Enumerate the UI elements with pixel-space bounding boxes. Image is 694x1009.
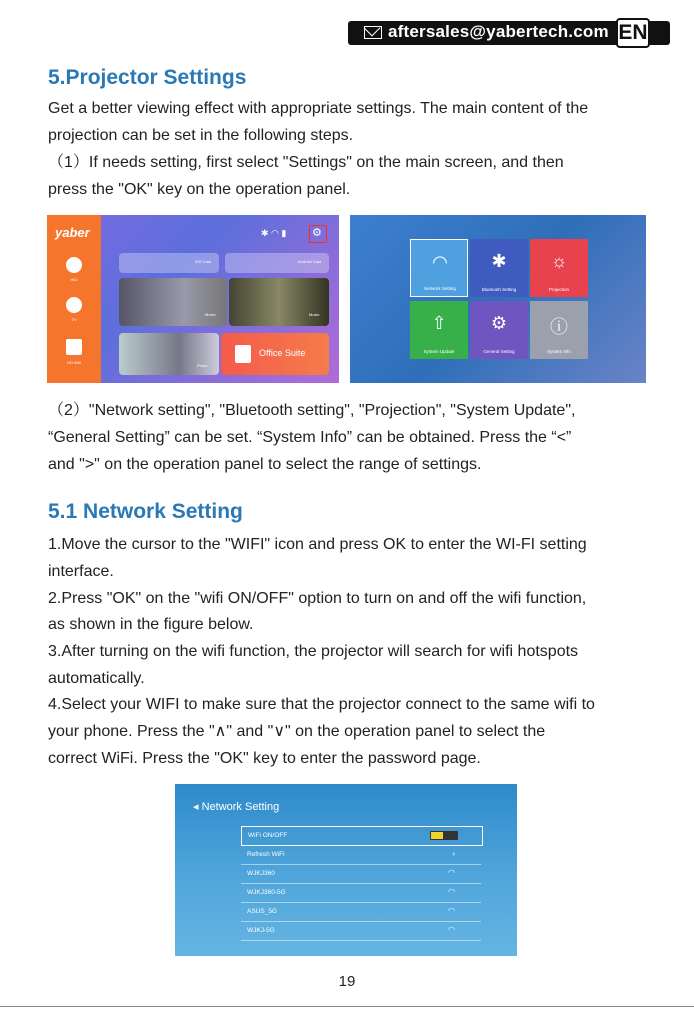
intro-line-2: projection can be set in the following steps. [48, 127, 354, 144]
wifi-network-row[interactable]: WJKJ360 ◠ [241, 865, 481, 884]
page-number: 19 [338, 973, 356, 990]
step1-line-1: （1）If needs setting, first select "Settings" on the main screen, and then [48, 154, 564, 171]
support-header [348, 21, 670, 48]
status-icons: ✱ ◠ ▮ [261, 228, 287, 238]
movie-tile[interactable]: Movie [119, 278, 227, 326]
settings-gear-highlight[interactable] [309, 225, 327, 243]
body-line: 2.Press "OK" on the "wifi ON/OFF" option to turn on and off the wifi function, [48, 590, 587, 607]
gear-icon: ⚙ [490, 313, 508, 333]
sun-icon: ☼ [550, 251, 568, 271]
body-line: your phone. Press the "∧" and "∨" on the operation panel to select the [48, 723, 546, 740]
photo-tile[interactable]: Photo [119, 333, 219, 375]
hdmi-icon [66, 257, 82, 273]
support-email[interactable]: aftersales@yabertech.com [388, 22, 609, 41]
body-line: correct WiFi. Press the "OK" key to enter the password page. [48, 750, 481, 767]
intro-line-1: Get a better viewing effect with appropriate settings. The main content of the [48, 100, 589, 117]
footer-divider [0, 1006, 694, 1007]
tile-system-info[interactable]: ⓘ System Info [530, 301, 588, 359]
usb-icon [66, 339, 82, 355]
wifi-signal-icon: ◠ [448, 868, 455, 877]
wifi-network-row[interactable]: ASUS_5G ◠ [241, 903, 481, 922]
gear-icon: ⚙ [312, 227, 322, 239]
tv-icon [66, 297, 82, 313]
wifi-toggle[interactable] [430, 831, 458, 840]
mail-icon [364, 26, 382, 39]
sidebar-label: HDI [70, 277, 78, 282]
settings-screen-image [350, 215, 646, 383]
network-setting-title: ◂ Network Setting [193, 801, 280, 813]
home-screen-image [47, 215, 339, 383]
tile-network-setting[interactable]: ◠ Network Setting [410, 239, 468, 297]
music-tile[interactable]: Music [229, 278, 329, 326]
office-suite-tile[interactable]: Office Suite [221, 333, 329, 375]
wifi-network-row[interactable]: WJKJ-5G ◠ [241, 922, 481, 941]
wifi-signal-icon: ◠ [448, 925, 455, 934]
document-icon [235, 345, 251, 363]
bluetooth-icon: ✱ [491, 251, 507, 271]
upload-icon: ⇧ [431, 313, 447, 333]
body-line: 3.After turning on the wifi function, the projector will search for wifi hotspots [48, 643, 579, 660]
wifi-signal-icon: ◠ [448, 887, 455, 896]
yaber-logo: yaber [55, 225, 90, 240]
subsection-title: 5.1 Network Setting [48, 500, 243, 523]
wifi-icon: ◠ [432, 252, 448, 272]
step2-line-1: （2）"Network setting", "Bluetooth setting", "Projection", "System Update", [48, 402, 576, 419]
info-icon: ⓘ [550, 317, 568, 337]
home-sidebar [47, 215, 101, 383]
sidebar-label: TV [71, 317, 77, 322]
section-title: 5.Projector Settings [48, 66, 247, 89]
refresh-wifi-row[interactable]: Refresh WiFi › [241, 846, 481, 865]
wifi-signal-icon: ◠ [448, 906, 455, 915]
tile-system-update[interactable]: ⇧ System Update [410, 301, 468, 359]
tile-general-setting[interactable]: ⚙ General Setting [470, 301, 528, 359]
wifi-network-row[interactable]: WJKJ360-5G ◠ [241, 884, 481, 903]
sidebar-label: HD 888 [67, 360, 81, 365]
ios-cast-tile[interactable]: IOS Cast [119, 253, 219, 273]
body-line: automatically. [48, 670, 145, 687]
language-badge: EN [616, 18, 650, 48]
body-line: 4.Select your WIFI to make sure that the projector connect to the same wifi to [48, 696, 595, 713]
chevron-right-icon: › [452, 849, 455, 858]
network-setting-image [175, 784, 517, 956]
wifi-onoff-row[interactable]: WiFi ON/OFF [241, 826, 483, 846]
step2-line-2: “General Setting” can be set. “System Info” can be obtained. Press the “<” [48, 429, 572, 446]
body-line: interface. [48, 563, 114, 580]
tile-projection[interactable]: ☼ Projection [530, 239, 588, 297]
step1-line-2: press the "OK" key on the operation panel. [48, 181, 351, 198]
tile-bluetooth-setting[interactable]: ✱ Bluetooth Setting [470, 239, 528, 297]
step2-line-3: and ">" on the operation panel to select the range of settings. [48, 456, 482, 473]
android-cast-tile[interactable]: Android Cast [225, 253, 329, 273]
body-line: as shown in the figure below. [48, 616, 254, 633]
body-line: 1.Move the cursor to the "WIFI" icon and press OK to enter the WI-FI setting [48, 536, 587, 553]
